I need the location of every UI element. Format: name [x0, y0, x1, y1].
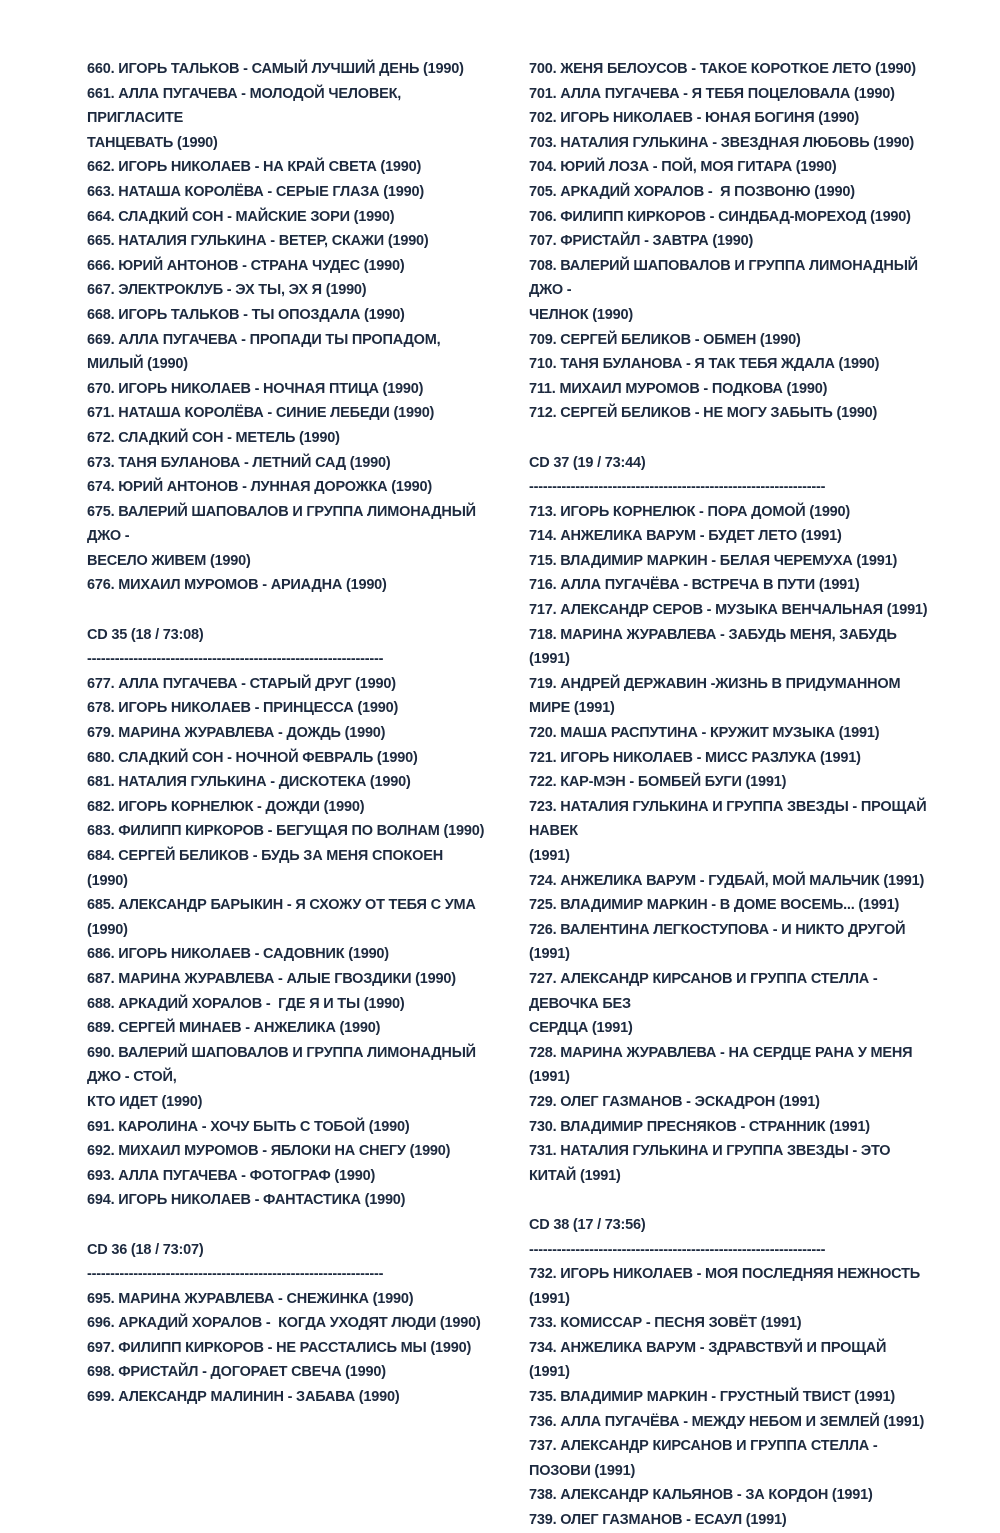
track-entry: 674. ЮРИЙ АНТОНОВ - ЛУННАЯ ДОРОЖКА (1990) [87, 479, 432, 496]
track-entry: 686. ИГОРЬ НИКОЛАЕВ - САДОВНИК (1990) [87, 946, 389, 963]
track-entry: 713. ИГОРЬ КОРНЕЛЮК - ПОРА ДОМОЙ (1990) [529, 503, 851, 520]
track-group-left-3 [87, 1287, 487, 1410]
track-entry: 682. ИГОРЬ КОРНЕЛЮК - ДОЖДИ (1990) [87, 798, 365, 815]
left-column [87, 57, 487, 1410]
track-entry: 728. МАРИНА ЖУРАВЛЕВА - НА СЕРДЦЕ РАНА У МЕНЯ (1991) [529, 1044, 917, 1086]
track-entry: 717. АЛЕКСАНДР СЕРОВ - МУЗЫКА ВЕНЧАЛЬНАЯ (1991) [529, 602, 928, 619]
track-entry: 672. СЛАДКИЙ СОН - МЕТЕЛЬ (1990) [87, 429, 340, 446]
track-entry: 709. СЕРГЕЙ БЕЛИКОВ - ОБМЕН (1990) [529, 331, 801, 348]
track-entry: 729. ОЛЕГ ГАЗМАНОВ - ЭСКАДРОН (1991) [529, 1093, 820, 1110]
track-entry: 692. МИХАИЛ МУРОМОВ - ЯБЛОКИ НА СНЕГУ (1990) [87, 1143, 451, 1160]
track-entry: 734. АНЖЕЛИКА ВАРУМ - ЗДРАВСТВУЙ И ПРОЩАЙ (1991) [529, 1339, 891, 1381]
cd36-header: CD 36 (18 / 73:07) [87, 1241, 204, 1258]
track-entry: 696. АРКАДИЙ ХОРАЛОВ - КОГДА УХОДЯТ ЛЮДИ (1990) [87, 1315, 481, 1332]
divider: ---------------------------------------------------------------- [529, 479, 826, 496]
track-entry: 681. НАТАЛИЯ ГУЛЬКИНА - ДИСКОТЕКА (1990) [87, 774, 411, 791]
track-entry: 685. АЛЕКСАНДР БАРЫКИН - Я СХОЖУ ОТ ТЕБЯ С УМА (1990) [87, 897, 480, 938]
track-entry: 737. АЛЕКСАНДР КИРСАНОВ И ГРУППА СТЕЛЛА - ПОЗОВИ (1991) [529, 1438, 882, 1479]
track-entry: 699. АЛЕКСАНДР МАЛИНИН - ЗАБАВА (1990) [87, 1389, 400, 1406]
track-entry: 739. ОЛЕГ ГАЗМАНОВ - ЕСАУЛ (1991) [529, 1512, 787, 1529]
track-entry: 730. ВЛАДИМИР ПРЕСНЯКОВ - СТРАННИК (1991) [529, 1118, 870, 1135]
track-entry: 691. КАРОЛИНА - ХОЧУ БЫТЬ С ТОБОЙ (1990) [87, 1118, 410, 1135]
track-entry: 687. МАРИНА ЖУРАВЛЕВА - АЛЫЕ ГВОЗДИКИ (1990) [87, 970, 456, 987]
track-entry: 704. ЮРИЙ ЛОЗА - ПОЙ, МОЯ ГИТАРА (1990) [529, 159, 837, 176]
track-entry: 694. ИГОРЬ НИКОЛАЕВ - ФАНТАСТИКА (1990) [87, 1192, 406, 1209]
track-entry: 716. АЛЛА ПУГАЧЁВА - ВСТРЕЧА В ПУТИ (1991) [529, 577, 860, 594]
cd38-header: CD 38 (17 / 73:56) [529, 1216, 646, 1233]
track-entry: 698. ФРИСТАЙЛ - ДОГОРАЕТ СВЕЧА (1990) [87, 1364, 386, 1381]
cd35-header: CD 35 (18 / 73:08) [87, 626, 204, 643]
track-entry: 690. ВАЛЕРИЙ ШАПОВАЛОВ И ГРУППА ЛИМОНАДНЫЙ ДЖО - СТОЙ, КТО ИДЕТ (1990) [87, 1044, 476, 1110]
track-entry: 673. ТАНЯ БУЛАНОВА - ЛЕТНИЙ САД (1990) [87, 454, 391, 471]
track-entry: 697. ФИЛИПП КИРКОРОВ - НЕ РАССТАЛИСЬ МЫ (1990) [87, 1339, 472, 1356]
track-entry: 703. НАТАЛИЯ ГУЛЬКИНА - ЗВЕЗДНАЯ ЛЮБОВЬ (1990) [529, 134, 914, 151]
track-entry: 708. ВАЛЕРИЙ ШАПОВАЛОВ И ГРУППА ЛИМОНАДНЫЙ ДЖО - ЧЕЛНОК (1990) [529, 257, 918, 323]
track-entry: 668. ИГОРЬ ТАЛЬКОВ - ТЫ ОПОЗДАЛА (1990) [87, 306, 405, 323]
track-entry: 679. МАРИНА ЖУРАВЛЕВА - ДОЖДЬ (1990) [87, 725, 386, 742]
track-group-left-1 [87, 57, 487, 598]
track-entry: 707. ФРИСТАЙЛ - ЗАВТРА (1990) [529, 233, 754, 250]
track-entry: 719. АНДРЕЙ ДЕРЖАВИН -ЖИЗНЬ В ПРИДУМАННОМ МИРЕ (1991) [529, 675, 905, 717]
track-entry: 731. НАТАЛИЯ ГУЛЬКИНА И ГРУППА ЗВЕЗДЫ - ЭТО КИТАЙ (1991) [529, 1143, 895, 1184]
track-entry: 667. ЭЛЕКТРОКЛУБ - ЭХ ТЫ, ЭХ Я (1990) [87, 282, 367, 299]
track-entry: 714. АНЖЕЛИКА ВАРУМ - БУДЕТ ЛЕТО (1991) [529, 528, 842, 545]
track-entry: 715. ВЛАДИМИР МАРКИН - БЕЛАЯ ЧЕРЕМУХА (1991) [529, 552, 898, 569]
track-entry: 718. МАРИНА ЖУРАВЛЕВА - ЗАБУДЬ МЕНЯ, ЗАБУДЬ (1991) [529, 626, 901, 668]
track-entry: 732. ИГОРЬ НИКОЛАЕВ - МОЯ ПОСЛЕДНЯЯ НЕЖНОСТЬ (1991) [529, 1266, 924, 1307]
cd37-header: CD 37 (19 / 73:44) [529, 454, 646, 471]
track-entry: 689. СЕРГЕЙ МИНАЕВ - АНЖЕЛИКА (1990) [87, 1020, 381, 1037]
track-entry: 670. ИГОРЬ НИКОЛАЕВ - НОЧНАЯ ПТИЦА (1990) [87, 380, 424, 397]
track-entry: 701. АЛЛА ПУГАЧЕВА - Я ТЕБЯ ПОЦЕЛОВАЛА (1990) [529, 85, 895, 102]
divider: ---------------------------------------------------------------- [87, 651, 384, 668]
track-entry: 724. АНЖЕЛИКА ВАРУМ - ГУДБАЙ, МОЙ МАЛЬЧИК (1991) [529, 872, 925, 889]
track-entry: 720. МАША РАСПУТИНА - КРУЖИТ МУЗЫКА (1991) [529, 725, 880, 742]
track-entry: 684. СЕРГЕЙ БЕЛИКОВ - БУДЬ ЗА МЕНЯ СПОКОЕН (1990) [87, 848, 447, 889]
track-entry: 688. АРКАДИЙ ХОРАЛОВ - ГДЕ Я И ТЫ (1990) [87, 995, 405, 1012]
track-entry: 725. ВЛАДИМИР МАРКИН - В ДОМЕ ВОСЕМЬ... (1991) [529, 897, 900, 914]
track-entry: 705. АРКАДИЙ ХОРАЛОВ - Я ПОЗВОНЮ (1990) [529, 183, 855, 200]
track-entry: 671. НАТАША КОРОЛЁВА - СИНИЕ ЛЕБЕДИ (1990) [87, 405, 435, 422]
track-entry: 702. ИГОРЬ НИКОЛАЕВ - ЮНАЯ БОГИНЯ (1990) [529, 110, 859, 127]
track-entry: 669. АЛЛА ПУГАЧЕВА - ПРОПАДИ ТЫ ПРОПАДОМ, МИЛЫЙ (1990) [87, 331, 445, 373]
track-entry: 660. ИГОРЬ ТАЛЬКОВ - САМЫЙ ЛУЧШИЙ ДЕНЬ (1990) [87, 61, 464, 77]
track-group-right-2 [529, 500, 929, 1189]
track-entry: 726. ВАЛЕНТИНА ЛЕГКОСТУПОВА - И НИКТО ДРУГОЙ (1991) [529, 921, 910, 963]
track-entry: 661. АЛЛА ПУГАЧЕВА - МОЛОДОЙ ЧЕЛОВЕК, ПРИГЛАСИТЕ ТАНЦЕВАТЬ (1990) [87, 85, 402, 151]
track-entry: 736. АЛЛА ПУГАЧЁВА - МЕЖДУ НЕБОМ И ЗЕМЛЕЙ (1991) [529, 1413, 925, 1430]
track-entry: 733. КОМИССАР - ПЕСНЯ ЗОВЁТ (1991) [529, 1315, 802, 1332]
track-entry: 735. ВЛАДИМИР МАРКИН - ГРУСТНЫЙ ТВИСТ (1991) [529, 1389, 896, 1406]
track-entry: 738. АЛЕКСАНДР КАЛЬЯНОВ - ЗА КОРДОН (1991) [529, 1487, 873, 1504]
divider: ---------------------------------------------------------------- [87, 1266, 384, 1283]
track-entry: 666. ЮРИЙ АНТОНОВ - СТРАНА ЧУДЕС (1990) [87, 257, 405, 274]
track-entry: 722. КАР-МЭН - БОМБЕЙ БУГИ (1991) [529, 774, 787, 791]
track-entry: 706. ФИЛИПП КИРКОРОВ - СИНДБАД-МОРЕХОД (1990) [529, 208, 911, 225]
track-entry: 664. СЛАДКИЙ СОН - МАЙСКИЕ ЗОРИ (1990) [87, 208, 395, 225]
track-group-right-1 [529, 57, 929, 426]
track-entry: 727. АЛЕКСАНДР КИРСАНОВ И ГРУППА СТЕЛЛА - ДЕВОЧКА БЕЗ СЕРДЦА (1991) [529, 970, 878, 1037]
track-entry: 663. НАТАША КОРОЛЁВА - СЕРЫЕ ГЛАЗА (1990) [87, 183, 424, 200]
track-entry: 700. ЖЕНЯ БЕЛОУСОВ - ТАКОЕ КОРОТКОЕ ЛЕТО (1990) [529, 61, 916, 77]
track-entry: 678. ИГОРЬ НИКОЛАЕВ - ПРИНЦЕССА (1990) [87, 700, 399, 717]
track-entry: 665. НАТАЛИЯ ГУЛЬКИНА - ВЕТЕР, СКАЖИ (1990) [87, 233, 429, 250]
track-entry: 683. ФИЛИПП КИРКОРОВ - БЕГУЩАЯ ПО ВОЛНАМ (1990) [87, 823, 485, 840]
track-entry: 710. ТАНЯ БУЛАНОВА - Я ТАК ТЕБЯ ЖДАЛА (1990) [529, 356, 880, 373]
track-entry: 711. МИХАИЛ МУРОМОВ - ПОДКОВА (1990) [529, 380, 828, 397]
track-entry: 712. СЕРГЕЙ БЕЛИКОВ - НЕ МОГУ ЗАБЫТЬ (1990) [529, 405, 878, 422]
track-group-right-3 [529, 1262, 929, 1533]
track-entry: 680. СЛАДКИЙ СОН - НОЧНОЙ ФЕВРАЛЬ (1990) [87, 749, 418, 766]
track-entry: 693. АЛЛА ПУГАЧЕВА - ФОТОГРАФ (1990) [87, 1167, 376, 1184]
right-column [529, 57, 929, 1533]
track-entry: 723. НАТАЛИЯ ГУЛЬКИНА И ГРУППА ЗВЕЗДЫ - ПРОЩАЙ НАВЕК (1991) [529, 798, 927, 864]
track-entry: 676. МИХАИЛ МУРОМОВ - АРИАДНА (1990) [87, 577, 387, 594]
track-entry: 695. МАРИНА ЖУРАВЛЕВА - СНЕЖИНКА (1990) [87, 1290, 414, 1307]
track-entry: 675. ВАЛЕРИЙ ШАПОВАЛОВ И ГРУППА ЛИМОНАДНЫЙ ДЖО - ВЕСЕЛО ЖИВЕМ (1990) [87, 503, 476, 569]
track-entry: 677. АЛЛА ПУГАЧЕВА - СТАРЫЙ ДРУГ (1990) [87, 675, 396, 692]
track-entry: 721. ИГОРЬ НИКОЛАЕВ - МИСС РАЗЛУКА (1991) [529, 749, 861, 766]
divider: ---------------------------------------------------------------- [529, 1241, 826, 1258]
track-group-left-2 [87, 672, 487, 1213]
track-entry: 662. ИГОРЬ НИКОЛАЕВ - НА КРАЙ СВЕТА (1990) [87, 159, 422, 176]
